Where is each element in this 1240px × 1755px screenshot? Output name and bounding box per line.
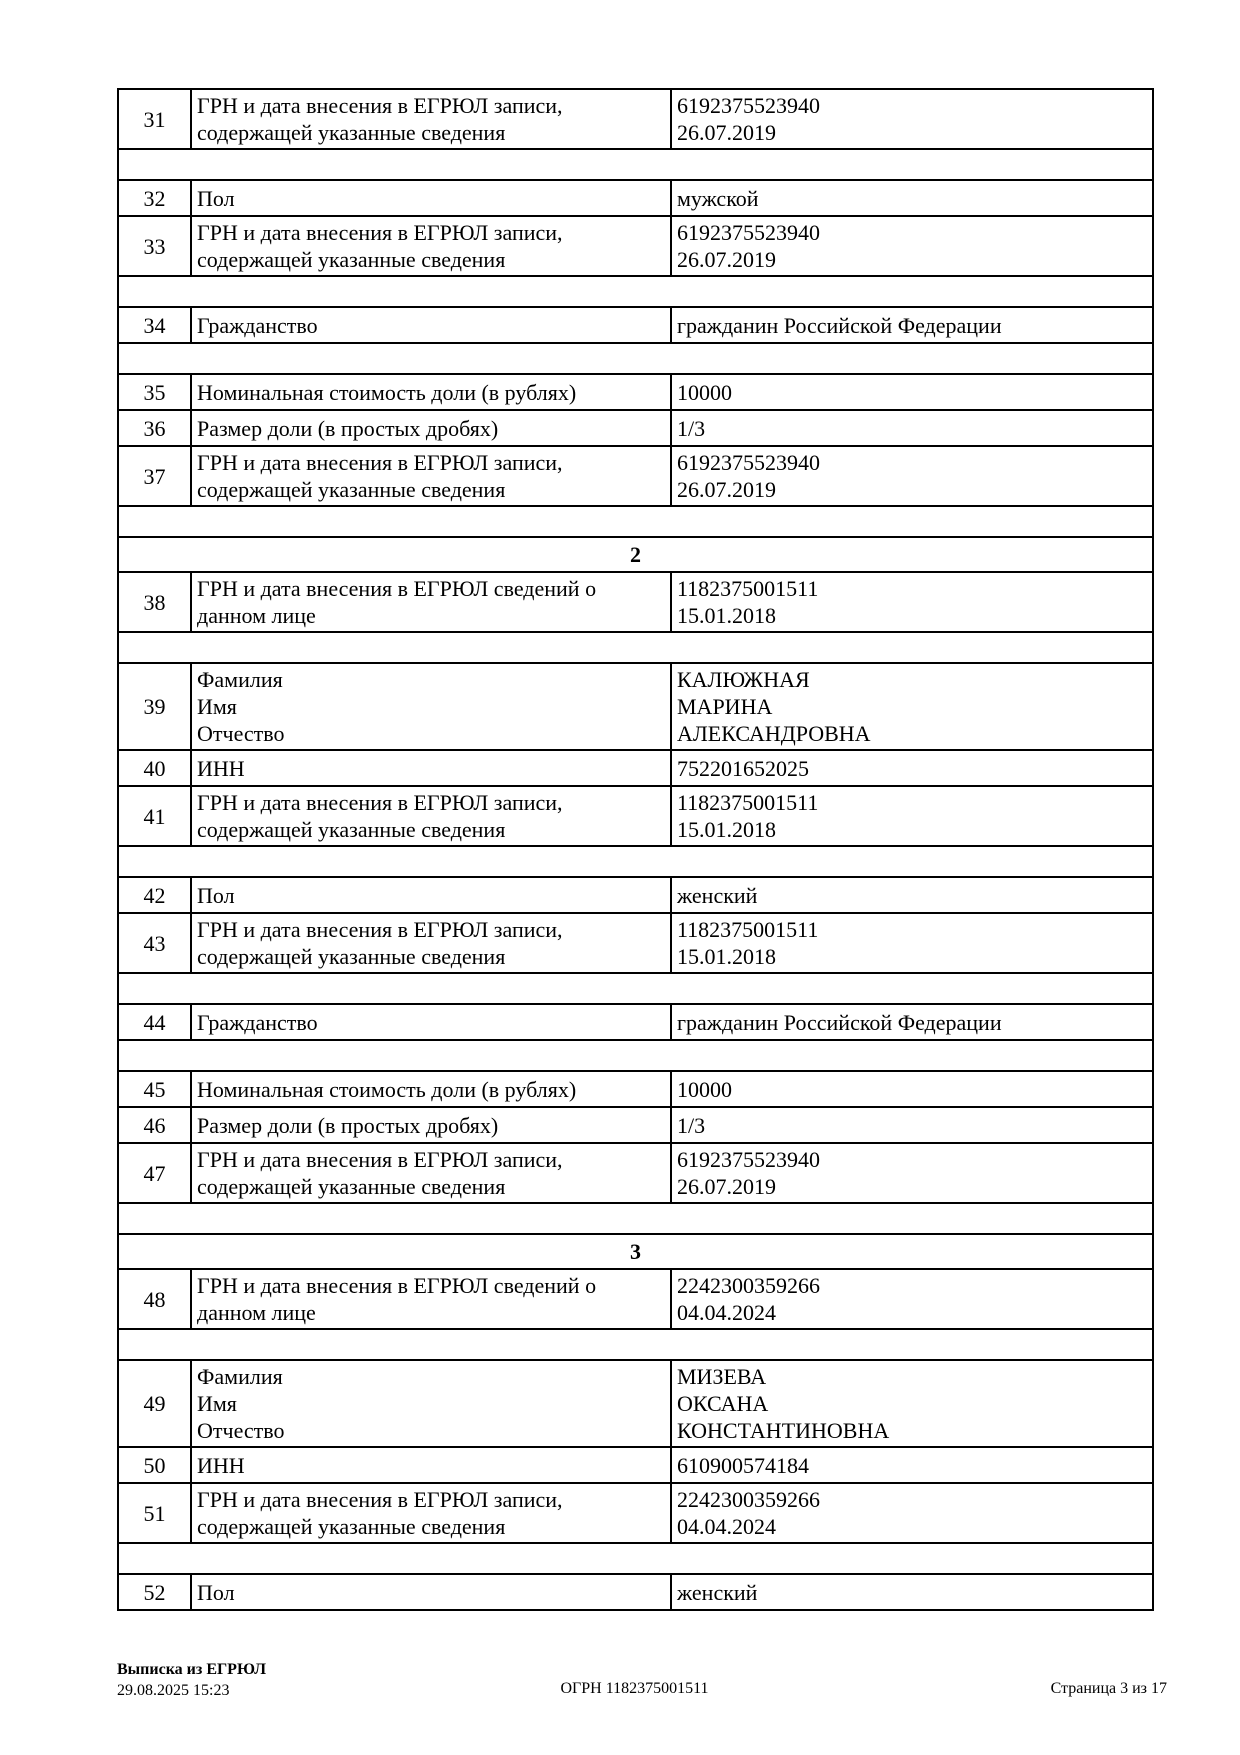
field-value-cell [671, 89, 1153, 149]
field-name-cell [191, 89, 671, 149]
spacer-row [118, 1040, 1153, 1071]
spacer-cell [118, 973, 1153, 1004]
field-value-cell [671, 1004, 1153, 1040]
field-value-cell [671, 446, 1153, 506]
field-value-line: 610900574184 [677, 1452, 809, 1478]
field-value-line: 2242300359266 [677, 1273, 820, 1298]
field-value-line: 26.07.2019 [677, 477, 776, 502]
field-name-cell [191, 1143, 671, 1203]
table-row [118, 1574, 1153, 1610]
table-row [118, 1143, 1153, 1203]
spacer-cell [118, 1543, 1153, 1574]
field-name-cell [191, 1360, 671, 1447]
row-number-cell: 37 [118, 446, 191, 506]
field-value-cell [671, 1483, 1153, 1543]
field-value-cell [671, 1071, 1153, 1107]
row-number-cell: 38 [118, 572, 191, 632]
spacer-row [118, 149, 1153, 180]
field-value-line: 6192375523940 [677, 450, 820, 475]
field-value-line: мужской [677, 185, 759, 211]
field-name-line: ИНН [197, 1452, 245, 1478]
field-value-line: гражданин Российской Федерации [677, 1009, 1002, 1035]
spacer-row [118, 846, 1153, 877]
field-name-line: Пол [197, 185, 235, 211]
field-value-line: 752201652025 [677, 755, 809, 781]
field-value-line: 6192375523940 [677, 93, 820, 118]
field-value-line: 04.04.2024 [677, 1514, 776, 1539]
table-row [118, 307, 1153, 343]
field-value-cell [671, 1107, 1153, 1143]
field-value-line: 1182375001511 [677, 917, 819, 942]
row-number-cell: 35 [118, 374, 191, 410]
field-name-cell [191, 1483, 671, 1543]
table-row [118, 1269, 1153, 1329]
field-name-line: Имя [197, 694, 237, 719]
field-value-line: МИЗЕВА [677, 1364, 767, 1389]
field-name-line: содержащей указанные сведения [197, 477, 506, 502]
field-name-cell [191, 410, 671, 446]
field-value-line: 26.07.2019 [677, 247, 776, 272]
field-name-cell [191, 1071, 671, 1107]
table-row [118, 786, 1153, 846]
section-header-cell: 3 [118, 1234, 1153, 1269]
row-number-cell: 36 [118, 410, 191, 446]
field-name-line: ГРН и дата внесения в ЕГРЮЛ записи, [197, 93, 563, 118]
field-name-line: Гражданство [197, 1009, 318, 1035]
footer-page-info: Страница 3 из 17 [1050, 1680, 1167, 1697]
spacer-row [118, 632, 1153, 663]
table-row [118, 750, 1153, 786]
field-name-line: Гражданство [197, 312, 318, 338]
field-value-cell [671, 572, 1153, 632]
row-number-cell: 47 [118, 1143, 191, 1203]
row-number-cell: 48 [118, 1269, 191, 1329]
field-value-line: ОКСАНА [677, 1391, 769, 1416]
row-number-cell: 52 [118, 1574, 191, 1610]
footer-generated-timestamp: 29.08.2025 15:23 [117, 1682, 230, 1699]
table-row [118, 1107, 1153, 1143]
field-name-line: ГРН и дата внесения в ЕГРЮЛ записи, [197, 220, 563, 245]
section-header-row [118, 537, 1153, 572]
field-value-line: 1182375001511 [677, 790, 819, 815]
field-name-cell [191, 307, 671, 343]
table-row [118, 1071, 1153, 1107]
table-row [118, 663, 1153, 750]
table-row [118, 410, 1153, 446]
field-name-line: содержащей указанные сведения [197, 120, 506, 145]
field-name-cell [191, 1004, 671, 1040]
spacer-cell [118, 632, 1153, 663]
field-name-cell [191, 750, 671, 786]
spacer-cell [118, 1203, 1153, 1234]
field-name-line: Номинальная стоимость доли (в рублях) [197, 1076, 577, 1102]
field-name-line: Отчество [197, 721, 285, 746]
row-number-cell: 42 [118, 877, 191, 913]
field-name-cell [191, 216, 671, 276]
field-name-line: Номинальная стоимость доли (в рублях) [197, 379, 577, 405]
field-value-cell [671, 1447, 1153, 1483]
field-value-cell [671, 913, 1153, 973]
table-row [118, 374, 1153, 410]
field-value-cell [671, 877, 1153, 913]
spacer-cell [118, 1040, 1153, 1071]
field-name-cell [191, 572, 671, 632]
field-value-cell [671, 1360, 1153, 1447]
field-value-line: 04.04.2024 [677, 1300, 776, 1325]
table-row [118, 1447, 1153, 1483]
row-number-cell: 33 [118, 216, 191, 276]
field-name-line: ГРН и дата внесения в ЕГРЮЛ записи, [197, 1487, 563, 1512]
field-name-cell [191, 1574, 671, 1610]
field-name-cell [191, 446, 671, 506]
field-value-line: 15.01.2018 [677, 603, 776, 628]
row-number-cell: 43 [118, 913, 191, 973]
field-value-cell [671, 216, 1153, 276]
field-value-line: 1182375001511 [677, 576, 819, 601]
section-header-row [118, 1234, 1153, 1269]
field-value-cell [671, 1143, 1153, 1203]
field-value-line: 10000 [677, 379, 732, 405]
table-row [118, 877, 1153, 913]
row-number-cell: 31 [118, 89, 191, 149]
field-name-line: содержащей указанные сведения [197, 1514, 506, 1539]
field-value-line: 1/3 [677, 415, 706, 441]
row-number-cell: 49 [118, 1360, 191, 1447]
field-name-line: ГРН и дата внесения в ЕГРЮЛ сведений о [197, 1273, 597, 1298]
row-number-cell: 34 [118, 307, 191, 343]
field-value-cell [671, 410, 1153, 446]
table-row [118, 913, 1153, 973]
field-value-cell [671, 750, 1153, 786]
table-row [118, 1004, 1153, 1040]
field-name-line: ИНН [197, 755, 245, 781]
field-name-cell [191, 180, 671, 216]
field-value-line: 2242300359266 [677, 1487, 820, 1512]
table-row [118, 216, 1153, 276]
spacer-row [118, 1203, 1153, 1234]
spacer-cell [118, 276, 1153, 307]
table-row [118, 446, 1153, 506]
field-name-line: Пол [197, 882, 235, 908]
field-name-line: содержащей указанные сведения [197, 1174, 506, 1199]
field-name-cell [191, 1107, 671, 1143]
table-row [118, 89, 1153, 149]
field-value-line: 1/3 [677, 1112, 706, 1138]
field-name-line: ГРН и дата внесения в ЕГРЮЛ записи, [197, 1147, 563, 1172]
field-name-cell [191, 877, 671, 913]
table-body [118, 89, 1153, 1610]
spacer-row [118, 276, 1153, 307]
egrul-fields-table [117, 88, 1154, 1611]
section-header-cell: 2 [118, 537, 1153, 572]
row-number-cell: 41 [118, 786, 191, 846]
field-value-line: АЛЕКСАНДРОВНА [677, 721, 871, 746]
table-row [118, 180, 1153, 216]
field-value-line: 15.01.2018 [677, 817, 776, 842]
field-name-line: ГРН и дата внесения в ЕГРЮЛ записи, [197, 790, 563, 815]
field-value-line: 6192375523940 [677, 220, 820, 245]
field-name-cell [191, 1269, 671, 1329]
field-name-line: ГРН и дата внесения в ЕГРЮЛ записи, [197, 450, 563, 475]
spacer-cell [118, 149, 1153, 180]
field-name-line: Отчество [197, 1418, 285, 1443]
spacer-row [118, 1329, 1153, 1360]
field-value-line: 6192375523940 [677, 1147, 820, 1172]
field-name-line: Фамилия [197, 667, 283, 692]
field-name-cell [191, 663, 671, 750]
table-row [118, 572, 1153, 632]
field-value-cell [671, 307, 1153, 343]
spacer-cell [118, 1329, 1153, 1360]
row-number-cell: 39 [118, 663, 191, 750]
footer-ogrn: ОГРН 1182375001511 [560, 1680, 709, 1697]
field-name-cell [191, 1447, 671, 1483]
field-value-line: 26.07.2019 [677, 1174, 776, 1199]
field-value-cell [671, 663, 1153, 750]
field-value-cell [671, 1574, 1153, 1610]
spacer-row [118, 973, 1153, 1004]
row-number-cell: 45 [118, 1071, 191, 1107]
field-name-line: Фамилия [197, 1364, 283, 1389]
field-name-line: Имя [197, 1391, 237, 1416]
field-value-line: КОНСТАНТИНОВНА [677, 1418, 890, 1443]
field-value-cell [671, 1269, 1153, 1329]
row-number-cell: 51 [118, 1483, 191, 1543]
spacer-row [118, 343, 1153, 374]
field-name-line: содержащей указанные сведения [197, 944, 506, 969]
field-value-line: женский [677, 1579, 758, 1605]
field-value-line: женский [677, 882, 758, 908]
field-name-line: Размер доли (в простых дробях) [197, 415, 499, 441]
field-name-cell [191, 786, 671, 846]
row-number-cell: 44 [118, 1004, 191, 1040]
row-number-cell: 50 [118, 1447, 191, 1483]
field-value-cell [671, 374, 1153, 410]
field-name-line: Пол [197, 1579, 235, 1605]
row-number-cell: 40 [118, 750, 191, 786]
field-name-line: данном лице [197, 603, 316, 628]
field-name-line: данном лице [197, 1300, 316, 1325]
table-row [118, 1360, 1153, 1447]
field-value-line: КАЛЮЖНАЯ [677, 667, 810, 692]
field-name-line: ГРН и дата внесения в ЕГРЮЛ записи, [197, 917, 563, 942]
field-value-cell [671, 180, 1153, 216]
field-name-line: Размер доли (в простых дробях) [197, 1112, 499, 1138]
row-number-cell: 32 [118, 180, 191, 216]
field-name-cell [191, 913, 671, 973]
row-number-cell: 46 [118, 1107, 191, 1143]
field-value-line: МАРИНА [677, 694, 773, 719]
spacer-row [118, 1543, 1153, 1574]
spacer-row [118, 506, 1153, 537]
field-value-line: гражданин Российской Федерации [677, 312, 1002, 338]
field-value-line: 10000 [677, 1076, 732, 1102]
field-name-line: ГРН и дата внесения в ЕГРЮЛ сведений о [197, 576, 597, 601]
field-name-cell [191, 374, 671, 410]
table-row [118, 1483, 1153, 1543]
field-value-cell [671, 786, 1153, 846]
spacer-cell [118, 343, 1153, 374]
spacer-cell [118, 846, 1153, 877]
field-name-line: содержащей указанные сведения [197, 817, 506, 842]
footer-doc-type: Выписка из ЕГРЮЛ [117, 1661, 267, 1678]
field-value-line: 26.07.2019 [677, 120, 776, 145]
field-value-line: 15.01.2018 [677, 944, 776, 969]
spacer-cell [118, 506, 1153, 537]
field-name-line: содержащей указанные сведения [197, 247, 506, 272]
